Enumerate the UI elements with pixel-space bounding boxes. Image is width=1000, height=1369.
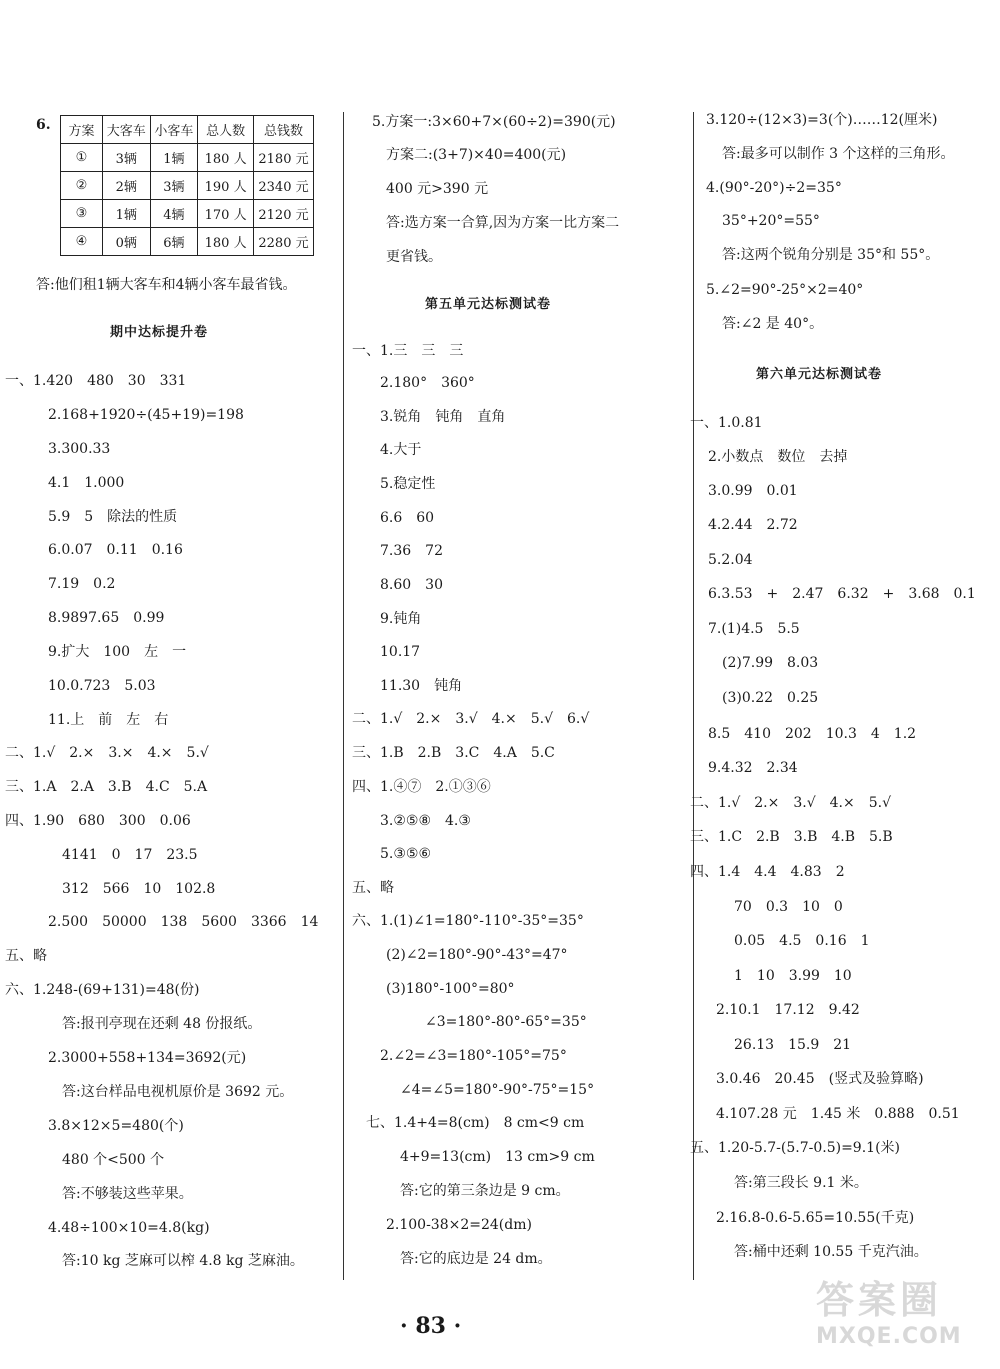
table-cell: 3辆 — [150, 172, 198, 200]
table-cell: 2120 元 — [254, 200, 314, 228]
table-cell: ④ — [61, 228, 103, 256]
answer-line: (3)0.22 0.25 — [722, 690, 819, 706]
answer-line: 2.∠2=∠3=180°-105°=75° — [380, 1048, 567, 1064]
answer-line: 4.48÷100×10=4.8(kg) — [48, 1220, 210, 1236]
answer-line: 10.0.723 5.03 — [48, 678, 156, 694]
answer-line: 2.3000+558+134=3692(元) — [48, 1050, 247, 1066]
answer-line: 312 566 10 102.8 — [62, 881, 216, 897]
answer-line: 70 0.3 10 0 — [734, 899, 843, 915]
table-cell: 190 人 — [198, 172, 254, 200]
answer-line: 五、1.20-5.7-(5.7-0.5)=9.1(米) — [690, 1140, 900, 1156]
answer-line: 4.107.28 元 1.45 米 0.888 0.51 — [716, 1106, 960, 1122]
answer-line: 7.36 72 — [380, 543, 443, 559]
answer-line: 3.锐角 钝角 直角 — [380, 409, 506, 425]
table-cell: ① — [61, 144, 103, 172]
answer-line: 7.(1)4.5 5.5 — [708, 621, 800, 637]
answer-line: (2)7.99 8.03 — [722, 655, 819, 671]
answer-line: 5.9 5 除法的性质 — [48, 509, 178, 525]
answer-line: 5.方案一:3×60+7×(60÷2)=390(元) — [372, 114, 616, 130]
answer-line: 答:它的底边是 24 dm。 — [400, 1251, 552, 1267]
answer-line: 3.300.33 — [48, 441, 111, 457]
answer-line: 26.13 15.9 21 — [734, 1037, 852, 1053]
table-header-cell: 总人数 — [198, 116, 254, 144]
answer-line: 答:10 kg 芝麻可以榨 4.8 kg 芝麻油。 — [62, 1253, 304, 1269]
answer-line: ∠3=180°-80°-65°=35° — [425, 1014, 587, 1030]
answer-line: 答:他们租1辆大客车和4辆小客车最省钱。 — [36, 277, 297, 293]
column-divider-left — [343, 112, 344, 1280]
plan-table — [60, 115, 314, 256]
answer-line: 2.100-38×2=24(dm) — [386, 1217, 532, 1233]
table-cell: 180 人 — [198, 228, 254, 256]
answer-line: 11.上 前 左 右 — [48, 712, 169, 728]
table-cell: 1辆 — [150, 144, 198, 172]
answer-line: 更省钱。 — [386, 249, 442, 265]
table-cell: 180 人 — [198, 144, 254, 172]
watermark-top-text: 答案圈 — [816, 1278, 943, 1322]
answer-line: 4.大于 — [380, 442, 422, 458]
answer-line: 400 元>390 元 — [386, 181, 489, 197]
table-header-cell: 方案 — [61, 116, 103, 144]
answer-line: 1 10 3.99 10 — [734, 968, 852, 984]
answer-line: 答:它的第三条边是 9 cm。 — [400, 1183, 570, 1199]
answer-line: 3.0.99 0.01 — [708, 483, 798, 499]
answer-line: 答:选方案一合算,因为方案一比方案二 — [386, 215, 620, 231]
answer-line: 3.8×12×5=480(个) — [48, 1118, 184, 1134]
table-row — [61, 144, 314, 172]
answer-line: 6.0.07 0.11 0.16 — [48, 542, 183, 558]
answer-line: 答:最多可以制作 3 个这样的三角形。 — [722, 146, 955, 162]
answer-line: 三、1.A 2.A 3.B 4.C 5.A — [5, 779, 208, 795]
answer-line: 二、1.√ 2.× 3.√ 4.× 5.√ 6.√ — [352, 711, 590, 727]
answer-line: 答:这台样品电视机原价是 3692 元。 — [62, 1084, 294, 1100]
answer-line: 4.1 1.000 — [48, 475, 125, 491]
answer-line: 五、略 — [5, 948, 47, 964]
table-header-cell: 大客车 — [102, 116, 150, 144]
table-cell: 2340 元 — [254, 172, 314, 200]
answer-line: 2.500 50000 138 5600 3366 14 — [48, 914, 319, 930]
answer-line: 答:桶中还剩 10.55 千克汽油。 — [734, 1244, 928, 1260]
answer-line: 9.扩大 100 左 一 — [48, 644, 187, 660]
answer-line: 7.19 0.2 — [48, 576, 116, 592]
table-cell: 2180 元 — [254, 144, 314, 172]
answer-line: 答:这两个锐角分别是 35°和 55°。 — [722, 247, 940, 263]
table-cell: 2280 元 — [254, 228, 314, 256]
table-cell: ② — [61, 172, 103, 200]
answer-line: 答:∠2 是 40°。 — [722, 316, 824, 332]
answer-line: 四、1.4 4.4 4.83 2 — [690, 864, 845, 880]
answer-line: 8.9897.65 0.99 — [48, 610, 165, 626]
answer-line: 答:报刊亭现在还剩 48 份报纸。 — [62, 1016, 262, 1032]
table-row — [61, 200, 314, 228]
question-6-label: 6. — [36, 117, 51, 133]
answer-line: ∠4=∠5=180°-90°-75°=15° — [400, 1082, 595, 1098]
column-divider-right — [693, 112, 694, 1280]
answer-line: 二、1.√ 2.× 3.√ 4.× 5.√ — [690, 795, 892, 811]
table-cell: 3辆 — [102, 144, 150, 172]
answer-line: 答:不够装这些苹果。 — [62, 1186, 193, 1202]
table-row — [61, 228, 314, 256]
answer-line: 2.168+1920÷(45+19)=198 — [48, 407, 244, 423]
answer-line: 5.③⑤⑥ — [380, 846, 432, 862]
answer-line: 4.2.44 2.72 — [708, 517, 798, 533]
answer-line: 4.(90°-20°)÷2=35° — [706, 180, 842, 196]
answer-line: 8.5 410 202 10.3 4 1.2 — [708, 726, 917, 742]
answer-line: 4+9=13(cm) 13 cm>9 cm — [400, 1149, 595, 1165]
table-cell: 170 人 — [198, 200, 254, 228]
answer-line: 二、1.√ 2.× 3.× 4.× 5.√ — [5, 745, 209, 761]
watermark-bottom-text: MXQE.COM — [816, 1324, 962, 1349]
answer-line: 5.∠2=90°-25°×2=40° — [706, 282, 864, 298]
table-cell: 4辆 — [150, 200, 198, 228]
answer-line: (3)180°-100°=80° — [386, 981, 515, 997]
answer-line: 0.05 4.5 0.16 1 — [734, 933, 870, 949]
answer-line: 3.②⑤⑧ 4.③ — [380, 813, 471, 829]
answer-line: 答:第三段长 9.1 米。 — [734, 1175, 868, 1191]
table-header-row — [61, 116, 314, 144]
answer-line: 4141 0 17 23.5 — [62, 847, 198, 863]
section-heading: 期中达标提升卷 — [110, 325, 209, 340]
answer-line: 10.17 — [380, 644, 421, 660]
answer-line: 方案二:(3+7)×40=400(元) — [386, 147, 567, 163]
answer-line: 5.2.04 — [708, 552, 753, 568]
table-cell: 2辆 — [102, 172, 150, 200]
answer-line: 五、略 — [352, 880, 394, 896]
table-header-cell: 小客车 — [150, 116, 198, 144]
section-heading: 第五单元达标测试卷 — [425, 297, 552, 312]
answer-line: 四、1.④⑦ 2.①③⑥ — [352, 779, 491, 795]
answer-line: 六、1.(1)∠1=180°-110°-35°=35° — [352, 913, 584, 929]
answer-line: 8.60 30 — [380, 577, 443, 593]
answer-line: 2.180° 360° — [380, 375, 475, 391]
table-header-cell: 总钱数 — [254, 116, 314, 144]
page-number: · 83 · — [400, 1313, 462, 1339]
answer-line: 9.钝角 — [380, 611, 422, 627]
answer-line: 2.小数点 数位 去掉 — [708, 449, 848, 465]
answer-line: 3.0.46 20.45 (竖式及验算略) — [716, 1071, 924, 1087]
answer-line: 6.3.53 + 2.47 6.32 + 3.68 0.1 — [708, 586, 976, 602]
table-cell: 1辆 — [102, 200, 150, 228]
table-row — [61, 172, 314, 200]
table-cell: 0辆 — [102, 228, 150, 256]
answer-line: 35°+20°=55° — [722, 213, 820, 229]
table-cell: ③ — [61, 200, 103, 228]
answer-line: 11.30 钝角 — [380, 678, 463, 694]
answer-line: 2.10.1 17.12 9.42 — [716, 1002, 860, 1018]
answer-line: 七、1.4+4=8(cm) 8 cm<9 cm — [366, 1115, 585, 1131]
answer-line: (2)∠2=180°-90°-43°=47° — [386, 947, 568, 963]
answer-line: 三、1.C 2.B 3.B 4.B 5.B — [690, 829, 893, 845]
answer-line: 2.16.8-0.6-5.65=10.55(千克) — [716, 1210, 915, 1226]
watermark-logo — [816, 1269, 986, 1355]
answer-line: 一、1.0.81 — [690, 415, 763, 431]
answer-line: 6.6 60 — [380, 510, 435, 526]
answer-line: 三、1.B 2.B 3.C 4.A 5.C — [352, 745, 555, 761]
answer-line: 一、1.420 480 30 331 — [5, 373, 187, 389]
answer-line: 四、1.90 680 300 0.06 — [5, 813, 191, 829]
answer-line: 5.稳定性 — [380, 476, 436, 492]
section-heading: 第六单元达标测试卷 — [756, 367, 883, 382]
answer-line: 六、1.248-(69+131)=48(份) — [5, 982, 200, 998]
table-cell: 6辆 — [150, 228, 198, 256]
answer-line: 一、1.三 三 三 — [352, 343, 464, 359]
answer-line: 480 个<500 个 — [62, 1152, 165, 1168]
answer-line: 9.4.32 2.34 — [708, 760, 798, 776]
answer-line: 3.120÷(12×3)=3(个)……12(厘米) — [706, 112, 938, 128]
